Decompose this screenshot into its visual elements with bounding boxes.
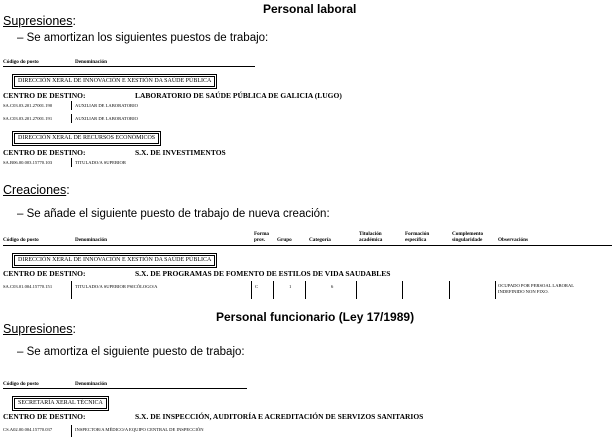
row-divider [71,114,72,123]
section-colon: : [66,183,70,197]
col-header-titulacion [359,231,382,243]
section-title: Supresiones [3,322,73,336]
section-supresiones [3,14,76,28]
section-creaciones [3,183,70,197]
section-title: Creaciones [3,183,67,197]
col-header-codigo: Código do posto [3,59,39,65]
section-colon: : [72,14,76,28]
col-header-codigo: Código do posto [3,381,39,387]
row-name: TITULADO/A SUPERIOR PSICÓLOGO/A [75,284,158,289]
col-header-denominacion: Denominación [75,237,107,243]
col-header-denominacion: Denominación [75,59,107,65]
col-header-line: prov. [254,237,266,243]
col-header-codigo: Código do posto [3,237,39,243]
row-divider [273,281,274,299]
col-header-line: singularidade [452,237,483,243]
col-header-formacion [405,231,429,243]
row-code: SA.C03.03.201.27001.191 [3,116,53,121]
box-dx-innovacion [12,74,217,89]
row-divider [71,425,72,437]
row-name: AUXILIAR DE LABORATORIO [75,103,138,108]
col-header-grupo: Grupo [277,237,292,243]
header-rule [3,66,255,67]
row-divider [71,101,72,110]
row-divider [251,281,252,299]
row-divider [71,158,72,167]
col-header-denominacion: Denominación [75,381,107,387]
centro-label: CENTRO DE DESTINO: [3,412,86,421]
heading-personal-funcionario: Personal funcionario (Ley 17/1989) [216,310,415,324]
bullet-anade: – Se añade el siguiente puesto de trabajo de nueva creación: [17,208,330,220]
col-header-line: académica [359,237,383,243]
row-divider [449,281,450,299]
col-header-complemento [452,231,483,243]
box-dx-recursos [12,131,161,146]
centro-label: CENTRO DE DESTINO: [3,91,86,100]
row-code: SA.C03.03.201.27001.190 [3,103,53,108]
row-observaciones [498,283,574,295]
row-code: SA.B06.00.003.15770.103 [3,160,53,165]
box-label: DIRECCIÓN XERAL DE RECURSOS ECONÓMICOS [14,133,159,144]
header-rule [3,388,247,389]
row-categoria: 6 [331,284,334,289]
col-header-line: Titulación [359,231,382,237]
col-header-line: Forma [254,231,269,237]
centro-label: CENTRO DE DESTINO: [3,148,86,157]
row-code: CS.A02.00.004.15770.037 [3,427,53,432]
section-colon: : [72,322,76,336]
row-grupo: 1 [289,284,292,289]
obs-line: INDEFINIDO NON FIXO. [498,289,549,294]
box-label: DIRECCIÓN XERAL DE INNOVACIÓN E XESTIÓN DA SAÚDE PÚBLICA [14,255,215,266]
heading-personal-laboral: Personal laboral [263,2,357,16]
bullet-amortizan: – Se amortizan los siguientes puestos de trabajo: [17,32,269,44]
row-name: INSPECTOR/A MÉDICO/A EQUIPO CENTRAL DE INSPECCIÓN [75,427,204,432]
col-header-forma [254,231,269,243]
col-header-line: específica [405,237,427,243]
box-label: DIRECCIÓN XERAL DE INNOVACIÓN E XESTIÓN DA SAÚDE PÚBLICA [14,76,215,87]
box-secretaria [12,396,109,411]
col-header-line: Complemento [452,231,484,237]
obs-line: OCUPADO POR PERSOAL LABORAL [498,283,575,288]
section-title: Supresiones [3,14,73,28]
header-rule [3,245,612,246]
row-code: SA.C03.01.004.15770.151 [3,284,53,289]
box-label: SECRETARÍA XERAL TÉCNICA [14,398,107,409]
row-divider [71,281,72,299]
col-header-observaciones: Observacións [498,237,528,243]
col-header-line: Formación [405,231,430,237]
centro-name: S.X. DE INVESTIMENTOS [135,148,226,157]
bullet-amortiza: – Se amortiza el siguiente puesto de trabajo: [17,346,245,358]
row-divider [495,281,496,299]
row-divider [305,281,306,299]
centro-name: LABORATORIO DE SAÚDE PÚBLICA DE GALICIA (LUGO) [135,91,342,100]
centro-name: S.X. DE PROGRAMAS DE FOMENTO DE ESTILOS DE VIDA SAUDABLES [135,269,391,278]
centro-label: CENTRO DE DESTINO: [3,269,86,278]
row-name: AUXILIAR DE LABORATORIO [75,116,138,121]
col-header-categoria: Categoría [309,237,331,243]
centro-name: S.X. DE INSPECCIÓN, AUDITORÍA E ACREDITACIÓN DE SERVIZOS SANITARIOS [135,412,424,421]
row-name: TITULADO/A SUPERIOR [75,160,126,165]
box-dx-innovacion [12,253,217,268]
row-divider [402,281,403,299]
row-divider [356,281,357,299]
row-forma: C [255,284,259,289]
section-supresiones [3,322,76,336]
